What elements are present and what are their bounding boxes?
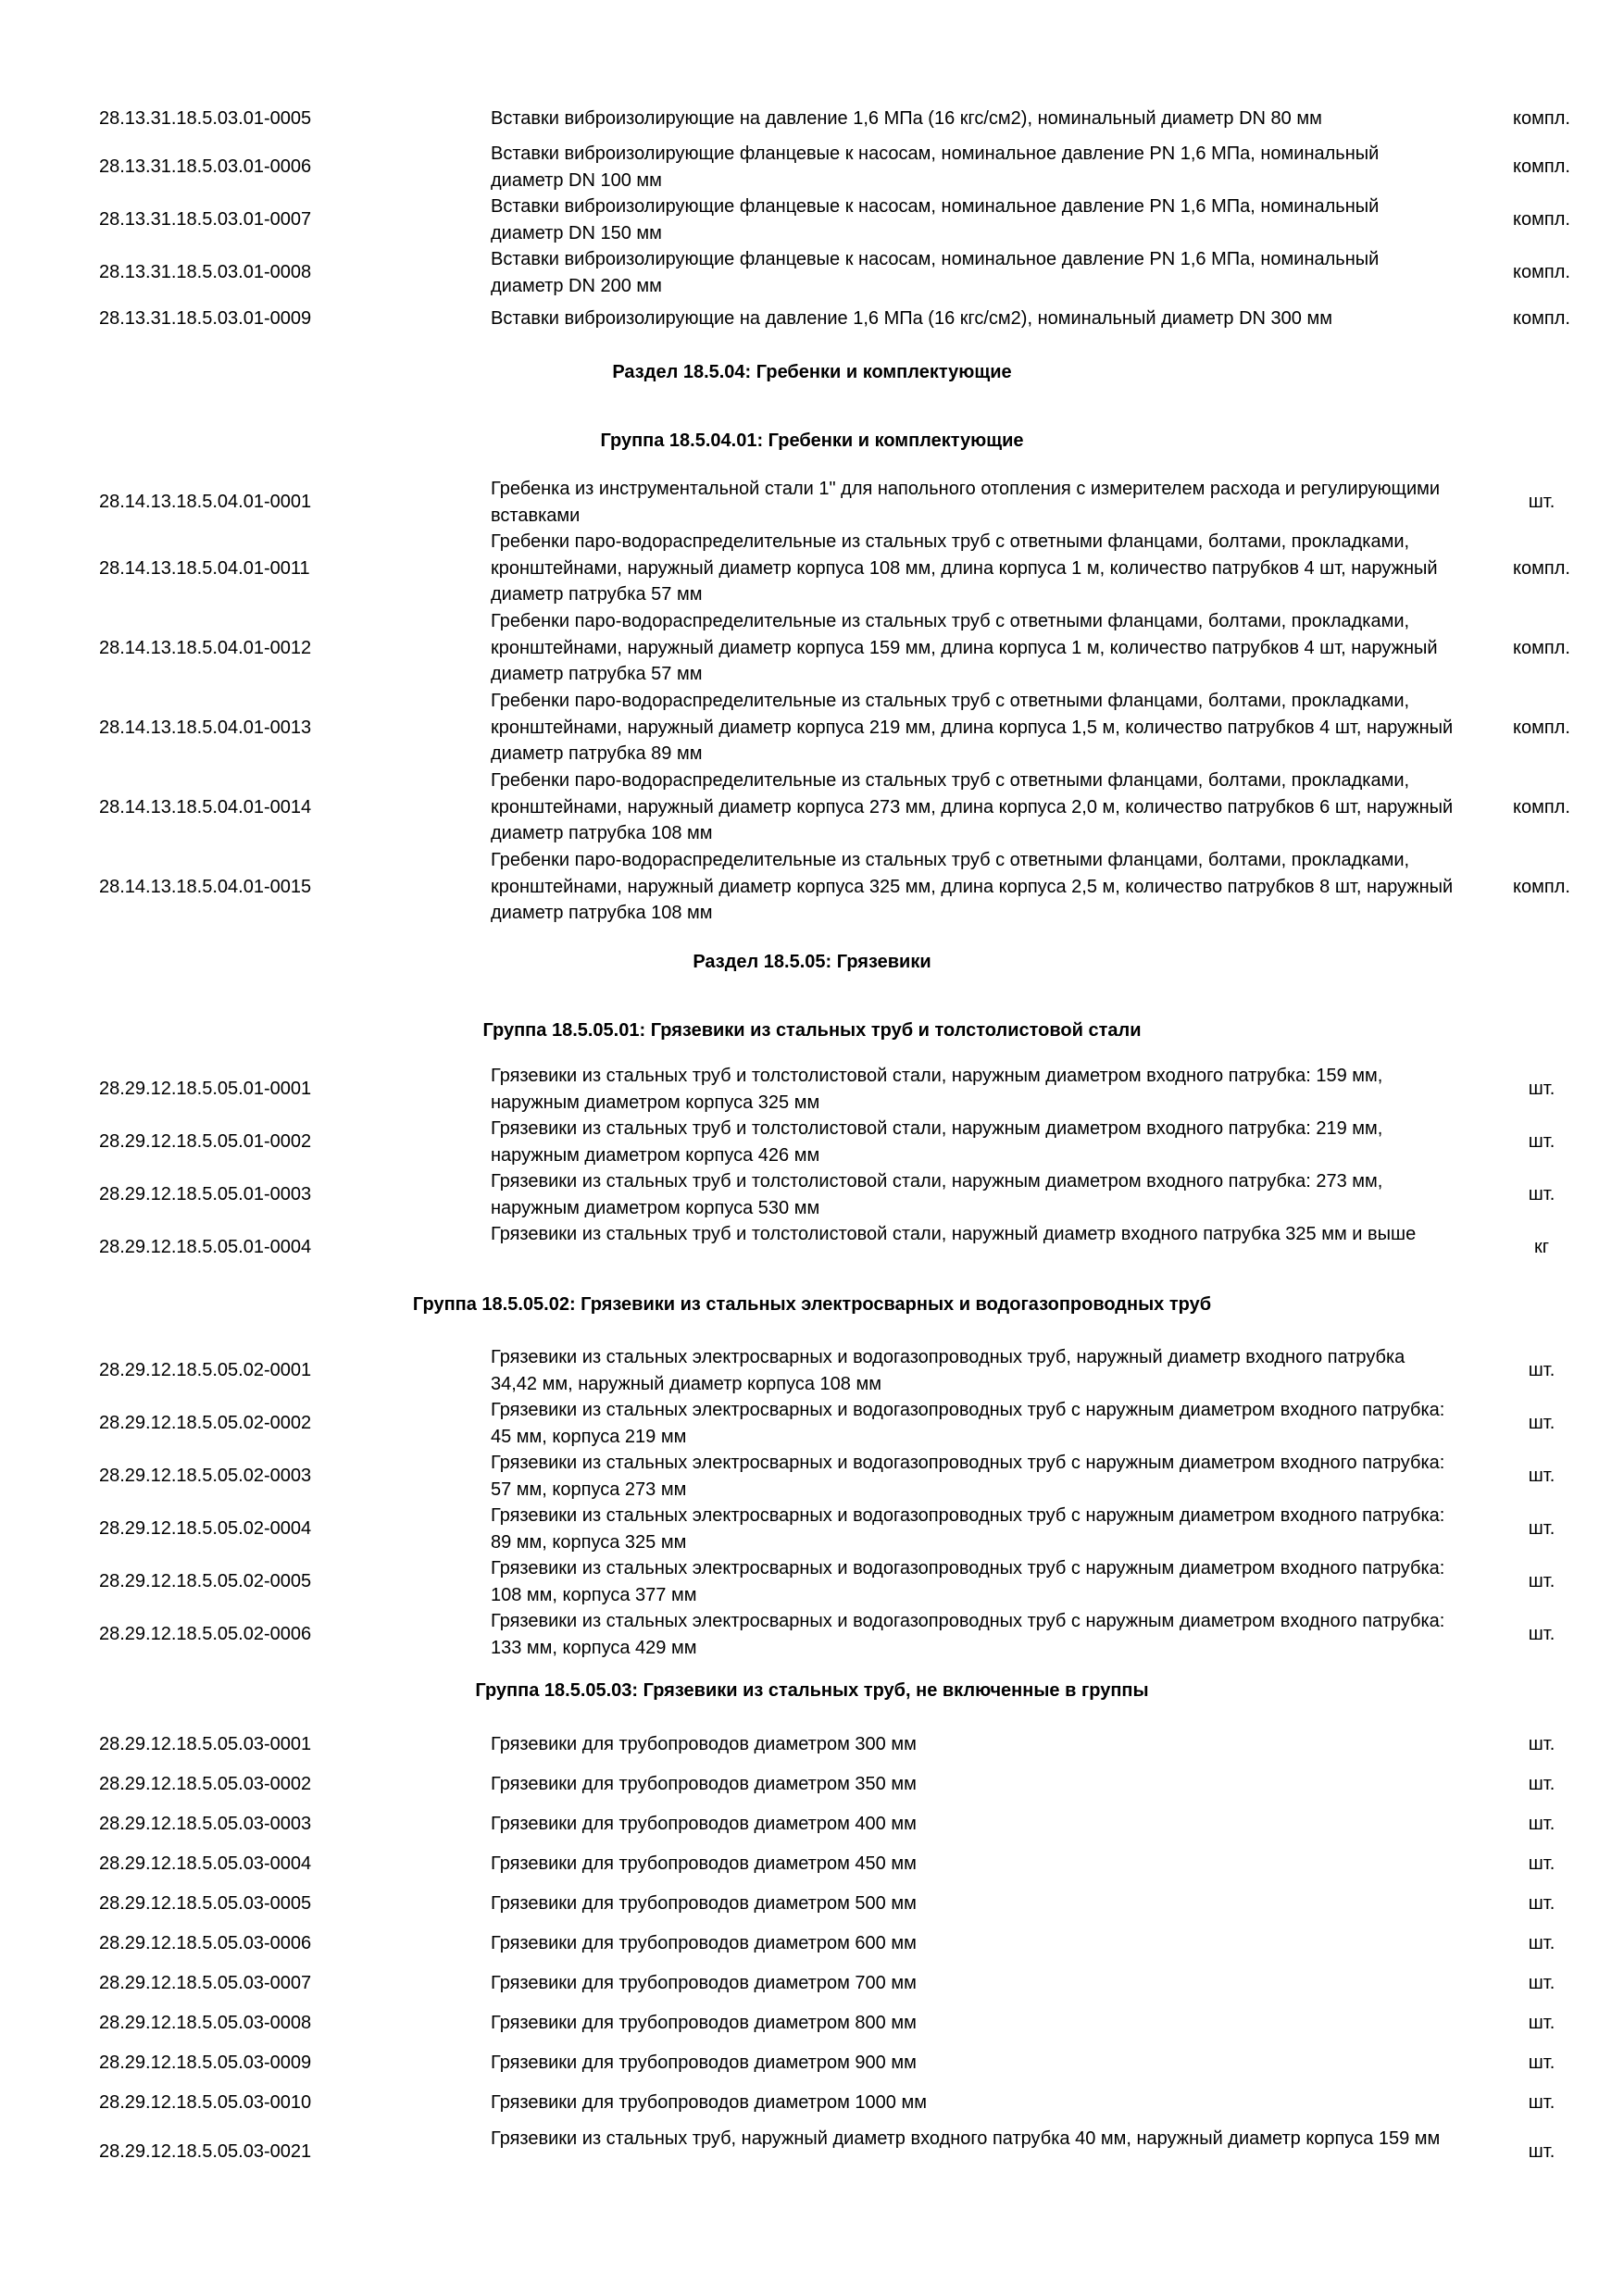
item-code: 28.14.13.18.5.04.01-0001 — [99, 492, 312, 512]
item-description: Грязевики из стальных электросварных и водогазопроводных труб с наружным диаметром входного патрубка: 89 мм, корпуса 325 мм — [491, 1505, 1445, 1553]
item-description: Грязевики из стальных труб, наружный диаметр входного патрубка 40 мм, наружный диаметр корпуса 159 мм — [491, 2128, 1441, 2149]
item-description: Гребенки паро-водораспределительные из стальных труб с ответными фланцами, болтами, прокладками, кронштейнами, наружный диаметр корпуса 159 мм, длина корпуса 1 м, количество патрубков 4 шт, наружный диаметр патрубка 57 мм — [491, 611, 1438, 684]
table-row — [0, 1608, 1624, 1661]
item-description: Грязевики для трубопроводов диаметром 900 мм — [491, 2053, 917, 2073]
item-description: Грязевики из стальных труб и толстолистовой стали, наружным диаметром входного патрубка: 219 мм, наружным диаметром корпуса 426 мм — [491, 1118, 1383, 1166]
item-unit: шт. — [1528, 1360, 1555, 1380]
item-unit: шт. — [1528, 1571, 1555, 1591]
item-unit: шт. — [1528, 1466, 1555, 1486]
item-unit: шт. — [1528, 2053, 1555, 2073]
item-unit: шт. — [1528, 2141, 1555, 2162]
item-code: 28.13.31.18.5.03.01-0008 — [99, 262, 312, 282]
item-description: Грязевики из стальных электросварных и водогазопроводных труб, наружный диаметр входного патрубка 34,42 мм, наружный диаметр корпуса 108 мм — [491, 1347, 1405, 1394]
table-row — [0, 688, 1624, 767]
item-unit: компл. — [1513, 209, 1570, 230]
item-description: Грязевики для трубопроводов диаметром 600 мм — [491, 1933, 917, 1953]
item-unit: шт. — [1528, 1814, 1555, 1834]
item-code: 28.29.12.18.5.05.01-0002 — [99, 1131, 312, 1152]
table-row — [0, 2010, 1624, 2036]
table-row — [0, 1811, 1624, 1837]
item-unit: компл. — [1513, 156, 1570, 177]
table-row — [0, 306, 1624, 331]
item-description: Гребенки паро-водораспределительные из стальных труб с ответными фланцами, болтами, прокладками, кронштейнами, наружный диаметр корпуса 325 мм, длина корпуса 2,5 м, количество патрубков 8 шт, наружный диаметр патрубка 108 мм — [491, 850, 1454, 923]
table-row — [0, 1450, 1624, 1503]
item-description: Вставки виброизолирующие фланцевые к насосам, номинальное давление PN 1,6 МПа, номинальный диаметр DN 150 мм — [491, 196, 1380, 243]
item-description: Гребенки паро-водораспределительные из стальных труб с ответными фланцами, болтами, прокладками, кронштейнами, наружный диаметр корпуса 108 мм, длина корпуса 1 м, количество патрубков 4 шт, наружный диаметр патрубка 57 мм — [491, 531, 1438, 605]
section-heading: Раздел 18.5.05: Грязевики — [693, 952, 931, 972]
item-code: 28.29.12.18.5.05.03-0005 — [99, 1893, 312, 1914]
item-code: 28.13.31.18.5.03.01-0007 — [99, 209, 312, 230]
item-unit: компл. — [1513, 638, 1570, 658]
table-row — [0, 529, 1624, 608]
item-unit: шт. — [1528, 1734, 1555, 1754]
group-heading: Группа 18.5.05.02: Грязевики из стальных электросварных и водогазопроводных труб — [412, 1294, 1212, 1315]
table-row — [0, 1731, 1624, 1757]
item-description: Грязевики из стальных труб и толстолистовой стали, наружным диаметром входного патрубка: 273 мм, наружным диаметром корпуса 530 мм — [491, 1171, 1383, 1218]
item-description: Гребенка из инструментальной стали 1" для напольного отопления с измерителем расхода и регулирующими вставками — [491, 479, 1441, 526]
item-unit: шт. — [1528, 1131, 1555, 1152]
item-code: 28.29.12.18.5.05.02-0004 — [99, 1518, 312, 1539]
item-unit: компл. — [1513, 797, 1570, 817]
item-code: 28.13.31.18.5.03.01-0006 — [99, 156, 312, 177]
item-code: 28.14.13.18.5.04.01-0015 — [99, 877, 312, 897]
item-code: 28.29.12.18.5.05.02-0002 — [99, 1413, 312, 1433]
item-unit: шт. — [1528, 1184, 1555, 1204]
item-unit: шт. — [1528, 1413, 1555, 1433]
item-unit: шт. — [1528, 1853, 1555, 1874]
item-code: 28.29.12.18.5.05.03-0003 — [99, 1814, 312, 1834]
table-row — [0, 1851, 1624, 1877]
table-row — [0, 141, 1624, 193]
item-code: 28.14.13.18.5.04.01-0014 — [99, 797, 312, 817]
item-description: Гребенки паро-водораспределительные из стальных труб с ответными фланцами, болтами, прокладками, кронштейнами, наружный диаметр корпуса 273 мм, длина корпуса 2,0 м, количество патрубков 6 шт, наружный диаметр патрубка 108 мм — [491, 770, 1454, 843]
table-row — [0, 847, 1624, 927]
table-row — [0, 106, 1624, 131]
item-description: Грязевики для трубопроводов диаметром 350 мм — [491, 1774, 917, 1794]
item-description: Грязевики для трубопроводов диаметром 800 мм — [491, 2013, 917, 2033]
table-row — [0, 1344, 1624, 1397]
item-code: 28.29.12.18.5.05.03-0008 — [99, 2013, 312, 2033]
item-code: 28.29.12.18.5.05.01-0001 — [99, 1079, 312, 1099]
table-row — [0, 1168, 1624, 1221]
item-description: Грязевики из стальных труб и толстолистовой стали, наружный диаметр входного патрубка 325 мм и выше — [491, 1224, 1417, 1244]
table-row — [0, 1397, 1624, 1450]
item-description: Грязевики из стальных электросварных и водогазопроводных труб с наружным диаметром входного патрубка: 133 мм, корпуса 429 мм — [491, 1611, 1445, 1658]
item-description: Грязевики из стальных электросварных и водогазопроводных труб с наружным диаметром входного патрубка: 57 мм, корпуса 273 мм — [491, 1453, 1445, 1500]
item-code: 28.14.13.18.5.04.01-0012 — [99, 638, 312, 658]
item-description: Грязевики из стальных электросварных и водогазопроводных труб с наружным диаметром входного патрубка: 45 мм, корпуса 219 мм — [491, 1400, 1445, 1447]
table-row — [0, 1771, 1624, 1797]
table-row — [0, 246, 1624, 299]
table-row — [0, 608, 1624, 688]
item-code: 28.29.12.18.5.05.03-0021 — [99, 2141, 312, 2162]
item-unit: шт. — [1528, 1624, 1555, 1644]
item-description: Грязевики из стальных труб и толстолистовой стали, наружным диаметром входного патрубка: 159 мм, наружным диаметром корпуса 325 мм — [491, 1066, 1383, 1113]
item-description: Грязевики для трубопроводов диаметром 700 мм — [491, 1973, 917, 1993]
table-row — [0, 2050, 1624, 2076]
item-unit: компл. — [1513, 308, 1570, 329]
item-code: 28.29.12.18.5.05.03-0004 — [99, 1853, 312, 1874]
item-code: 28.29.12.18.5.05.02-0001 — [99, 1360, 312, 1380]
section-heading: Раздел 18.5.04: Гребенки и комплектующие — [612, 362, 1012, 382]
item-unit: шт. — [1528, 1933, 1555, 1953]
item-unit: компл. — [1513, 558, 1570, 579]
item-unit: шт. — [1528, 2092, 1555, 2113]
item-description: Грязевики для трубопроводов диаметром 1000 мм — [491, 2092, 927, 2113]
table-row — [0, 1930, 1624, 1956]
item-code: 28.29.12.18.5.05.02-0006 — [99, 1624, 312, 1644]
table-row — [0, 2090, 1624, 2115]
group-heading: Группа 18.5.05.01: Грязевики из стальных труб и толстолистовой стали — [482, 1020, 1142, 1041]
item-description: Вставки виброизолирующие на давление 1,6 МПа (16 кгс/см2), номинальный диаметр DN 300 мм — [491, 308, 1332, 329]
item-code: 28.14.13.18.5.04.01-0013 — [99, 718, 312, 738]
item-unit: шт. — [1528, 1893, 1555, 1914]
table-row — [0, 2126, 1624, 2178]
item-code: 28.13.31.18.5.03.01-0009 — [99, 308, 312, 329]
item-code: 28.29.12.18.5.05.03-0009 — [99, 2053, 312, 2073]
table-row — [0, 1116, 1624, 1168]
item-description: Вставки виброизолирующие на давление 1,6 МПа (16 кгс/см2), номинальный диаметр DN 80 мм — [491, 108, 1322, 129]
item-code: 28.29.12.18.5.05.02-0005 — [99, 1571, 312, 1591]
table-row — [0, 476, 1624, 529]
item-description: Вставки виброизолирующие фланцевые к насосам, номинальное давление PN 1,6 МПа, номинальный диаметр DN 200 мм — [491, 249, 1380, 296]
item-description: Грязевики из стальных электросварных и водогазопроводных труб с наружным диаметром входного патрубка: 108 мм, корпуса 377 мм — [491, 1558, 1445, 1605]
item-code: 28.14.13.18.5.04.01-0011 — [99, 558, 310, 579]
item-unit: шт. — [1528, 1973, 1555, 1993]
item-unit: компл. — [1513, 262, 1570, 282]
item-unit: компл. — [1513, 877, 1570, 897]
item-code: 28.13.31.18.5.03.01-0005 — [99, 108, 312, 129]
table-row — [0, 1221, 1624, 1274]
table-row — [0, 193, 1624, 246]
item-code: 28.29.12.18.5.05.03-0007 — [99, 1973, 312, 1993]
table-row — [0, 767, 1624, 847]
item-unit: компл. — [1513, 718, 1570, 738]
item-unit: кг — [1533, 1237, 1550, 1257]
item-description: Грязевики для трубопроводов диаметром 400 мм — [491, 1814, 917, 1834]
item-unit: шт. — [1528, 1079, 1555, 1099]
item-unit: шт. — [1528, 1774, 1555, 1794]
group-heading: Группа 18.5.05.03: Грязевики из стальных труб, не включенные в группы — [475, 1680, 1149, 1701]
item-unit: шт. — [1528, 1518, 1555, 1539]
item-description: Вставки виброизолирующие фланцевые к насосам, номинальное давление PN 1,6 МПа, номинальный диаметр DN 100 мм — [491, 144, 1380, 191]
item-code: 28.29.12.18.5.05.03-0010 — [99, 2092, 312, 2113]
item-code: 28.29.12.18.5.05.01-0004 — [99, 1237, 312, 1257]
table-row — [0, 1970, 1624, 1996]
item-code: 28.29.12.18.5.05.03-0006 — [99, 1933, 312, 1953]
item-description: Гребенки паро-водораспределительные из стальных труб с ответными фланцами, болтами, прокладками, кронштейнами, наружный диаметр корпуса 219 мм, длина корпуса 1,5 м, количество патрубков 4 шт, наружный диаметр патрубка 89 мм — [491, 691, 1454, 764]
item-code: 28.29.12.18.5.05.03-0001 — [99, 1734, 312, 1754]
item-unit: шт. — [1528, 492, 1555, 512]
group-heading: Группа 18.5.04.01: Гребенки и комплектующие — [600, 430, 1024, 451]
item-unit: шт. — [1528, 2013, 1555, 2033]
item-code: 28.29.12.18.5.05.01-0003 — [99, 1184, 312, 1204]
item-unit: компл. — [1513, 108, 1570, 129]
table-row — [0, 1503, 1624, 1555]
item-description: Грязевики для трубопроводов диаметром 500 мм — [491, 1893, 917, 1914]
table-row — [0, 1555, 1624, 1608]
item-description: Грязевики для трубопроводов диаметром 300 мм — [491, 1734, 917, 1754]
table-row — [0, 1063, 1624, 1116]
table-row — [0, 1890, 1624, 1916]
item-code: 28.29.12.18.5.05.02-0003 — [99, 1466, 312, 1486]
item-code: 28.29.12.18.5.05.03-0002 — [99, 1774, 312, 1794]
item-description: Грязевики для трубопроводов диаметром 450 мм — [491, 1853, 917, 1874]
